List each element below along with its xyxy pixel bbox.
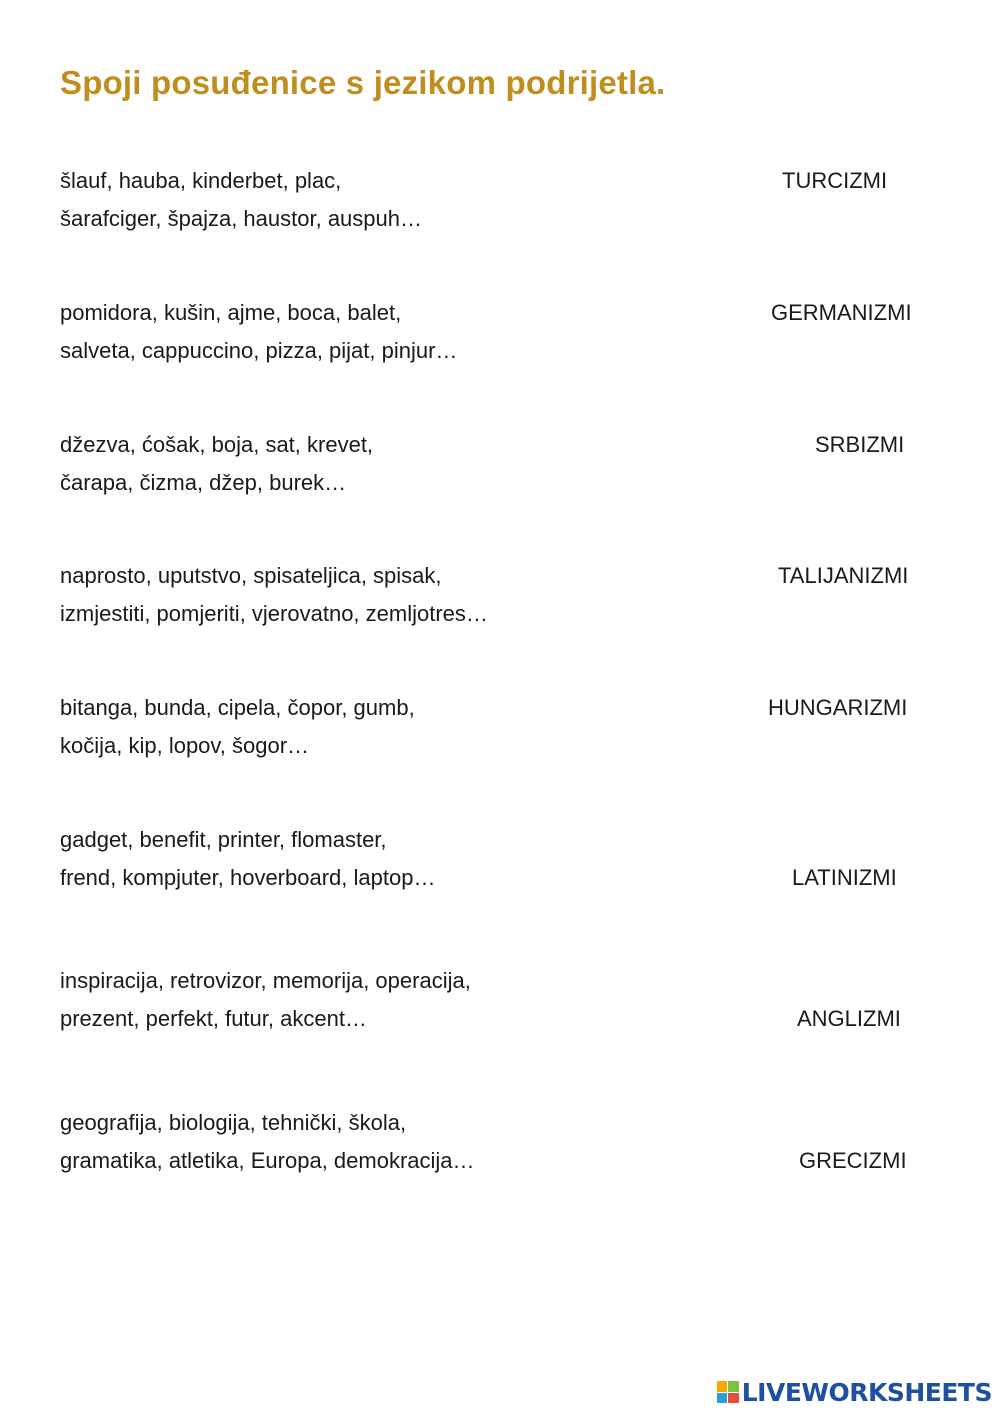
language-label[interactable]: GRECIZMI (799, 1148, 907, 1173)
word-list-line: šlauf, hauba, kinderbet, plac, (60, 168, 342, 193)
word-list-line: pomidora, kušin, ajme, boca, balet, (60, 300, 402, 325)
language-label[interactable]: GERMANIZMI (771, 300, 912, 325)
word-list-line: prezent, perfekt, futur, akcent… (60, 1006, 367, 1031)
word-list-line: šarafciger, špajza, haustor, auspuh… (60, 206, 422, 231)
word-list-line: kočija, kip, lopov, šogor… (60, 733, 310, 758)
page-title: Spoji posuđenice s jezikom podrijetla. (60, 64, 666, 101)
word-list-line: čarapa, čizma, džep, burek… (60, 470, 347, 495)
word-list-line: gramatika, atletika, Europa, demokracija… (60, 1148, 475, 1173)
language-label[interactable]: HUNGARIZMI (768, 695, 908, 720)
logo-text: LIVEWORKSHEETS (741, 1377, 992, 1407)
language-label[interactable]: SRBIZMI (815, 432, 905, 457)
word-list-line: bitanga, bunda, cipela, čopor, gumb, (60, 695, 415, 720)
language-label[interactable]: LATINIZMI (792, 865, 897, 890)
word-list-line: frend, kompjuter, hoverboard, laptop… (60, 865, 436, 890)
language-label[interactable]: ANGLIZMI (797, 1006, 901, 1031)
liveworksheets-logo (717, 1377, 992, 1407)
word-list-line: inspiracija, retrovizor, memorija, operacija, (60, 968, 471, 993)
language-label[interactable]: TALIJANIZMI (778, 563, 909, 588)
word-list-line: naprosto, uputstvo, spisateljica, spisak, (60, 563, 442, 588)
word-list-line: salveta, cappuccino, pizza, pijat, pinjur… (60, 338, 458, 363)
word-list-line: džezva, ćošak, boja, sat, krevet, (60, 432, 374, 457)
word-list-line: izmjestiti, pomjeriti, vjerovatno, zemljotres… (60, 601, 488, 626)
word-list-line: geografija, biologija, tehnički, škola, (60, 1110, 407, 1135)
language-label[interactable]: TURCIZMI (782, 168, 888, 193)
liveworksheets-logo-icon (717, 1381, 739, 1403)
word-list-line: gadget, benefit, printer, flomaster, (60, 827, 387, 852)
